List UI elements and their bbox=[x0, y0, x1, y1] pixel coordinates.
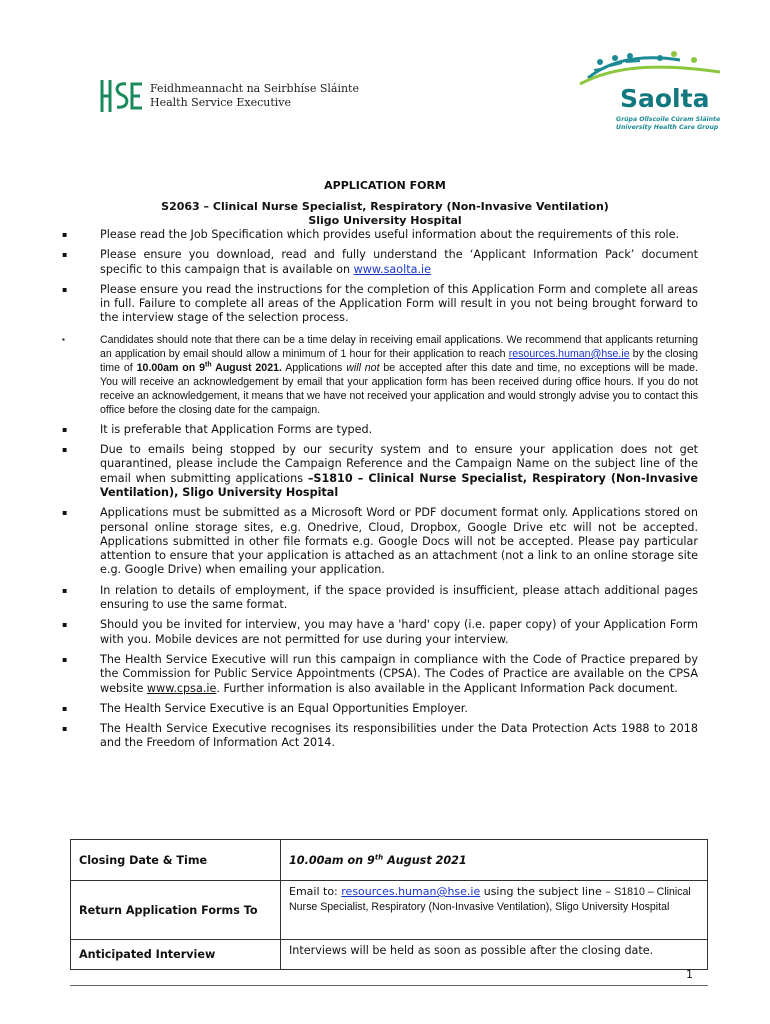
return-forms-label: Return Application Forms To bbox=[71, 881, 281, 940]
instruction-text: Candidates should note that there can be a time delay in receiving email applications. We recommend that applicants returning an application by email should allow a minimum of 1 hour for their application to reach bbox=[100, 333, 698, 360]
return-email-link[interactable]: resources.human@hse.ie bbox=[341, 885, 481, 898]
hse-irish-name: Feidhmeannacht na Seirbhíse Sláinte bbox=[150, 82, 359, 95]
closing-time bbox=[137, 362, 282, 374]
job-title: S2063 – Clinical Nurse Specialist, Respiratory (Non-Invasive Ventilation) bbox=[161, 200, 609, 213]
list-item bbox=[62, 653, 698, 696]
closing-date-value bbox=[281, 840, 708, 881]
form-title: APPLICATION FORM bbox=[324, 179, 446, 192]
saolta-logo bbox=[570, 50, 730, 140]
subject-line-text: S1810 – Clinical Nurse Specialist, Respiratory (Non-Invasive Ventilation), Sligo University Hospital bbox=[289, 886, 691, 913]
bullet-icon: ▪ bbox=[62, 620, 68, 630]
hse-english-name: Health Service Executive bbox=[150, 96, 292, 109]
bullet-icon: ▪ bbox=[62, 654, 68, 664]
instruction-text: Should you be invited for interview, you may have a 'hard' copy (i.e. paper copy) of your Application Form with you. Mobile devices are not permitted for use during your interview. bbox=[100, 618, 698, 646]
instruction-list bbox=[62, 228, 698, 751]
list-item bbox=[62, 283, 698, 326]
list-item bbox=[62, 702, 698, 716]
list-item bbox=[62, 618, 698, 647]
instruction-text: Please read the Job Specification which provides useful information about the requirements of this role. bbox=[100, 228, 680, 241]
campaign-reference: –S1810 – Clinical Nurse Specialist, Respiratory (Non-Invasive Ventilation), Sligo University Hospital bbox=[100, 471, 698, 499]
hse-logo bbox=[98, 78, 359, 114]
list-item bbox=[62, 722, 698, 751]
interview-value: Interviews will be held as soon as possible after the closing date. bbox=[281, 940, 708, 970]
hospital-title: Sligo University Hospital bbox=[308, 214, 462, 227]
ordinal-suffix: th bbox=[374, 852, 384, 861]
bullet-icon: ▪ bbox=[62, 250, 68, 260]
hse-mark-icon bbox=[98, 78, 144, 114]
closing-date-label: Closing Date & Time bbox=[71, 840, 281, 881]
return-forms-text: Email to: bbox=[289, 885, 342, 898]
return-forms-text: using the subject line – bbox=[480, 885, 615, 898]
instruction-text: Please ensure you read the instructions for the completion of this Application Form and complete all areas in full. Failure to complete all areas of the Application Form will result in you not being brought forward to the interview stage of the selection process. bbox=[100, 282, 698, 325]
closing-date-text: August 2021. bbox=[211, 361, 282, 374]
bullet-icon: ▪ bbox=[62, 508, 68, 518]
instruction-text: The Health Service Executive is an Equal Opportunities Employer. bbox=[100, 701, 468, 715]
list-item bbox=[62, 248, 698, 277]
bullet-icon: ▪ bbox=[62, 284, 68, 294]
key-info-table bbox=[70, 839, 708, 970]
instruction-text: . Further information is also available in the Applicant Information Pack document. bbox=[216, 681, 678, 695]
list-item bbox=[62, 333, 698, 417]
bullet-icon: ▪ bbox=[62, 230, 68, 239]
bullet-icon: ▪ bbox=[62, 703, 68, 713]
bullet-icon: ▪ bbox=[62, 585, 68, 595]
bullet-icon: ▪ bbox=[62, 724, 68, 734]
instruction-text: Please ensure you download, read and fully understand the ‘Applicant Information Pack’ document specific to this campaign that is available on bbox=[100, 248, 698, 276]
list-item bbox=[62, 584, 698, 613]
return-forms-value bbox=[281, 881, 708, 940]
saolta-subtitle-irish: Grúpa Ollscoile Cúram Sláinte bbox=[616, 116, 721, 123]
list-item bbox=[62, 506, 698, 577]
instruction-text: It is preferable that Application Forms are typed. bbox=[100, 422, 373, 436]
bullet-icon: ▪ bbox=[62, 424, 68, 434]
footer-divider bbox=[70, 985, 708, 986]
bullet-icon: ▪ bbox=[62, 445, 68, 455]
hse-wordmark bbox=[150, 82, 359, 110]
list-item bbox=[62, 228, 698, 242]
bullet-icon: ▪ bbox=[62, 334, 65, 344]
email-link[interactable]: resources.human@hse.ie bbox=[508, 347, 630, 360]
ordinal-suffix: th bbox=[204, 361, 212, 369]
saolta-subtitle-english: University Health Care Group bbox=[616, 124, 719, 131]
table-row bbox=[71, 840, 708, 881]
emphasis-text: will not bbox=[346, 361, 380, 374]
instruction-text: The Health Service Executive recognises its responsibilities under the Data Protection Acts 1988 to 2018 and the Freedom of Information Act 2014. bbox=[100, 722, 698, 750]
closing-date-text: August 2021 bbox=[383, 853, 467, 867]
instruction-text: Due to emails being stopped by our security system and to ensure your application does not get quarantined, please include the Campaign Reference and the Campaign Name on the subject line of the email when submitting applications bbox=[100, 443, 698, 485]
list-item bbox=[62, 443, 698, 500]
table-row bbox=[71, 881, 708, 940]
list-item bbox=[62, 423, 698, 437]
page-number: 1 bbox=[686, 968, 693, 981]
saolta-name: Saolta bbox=[620, 84, 710, 113]
instruction-text: The Health Service Executive will run this campaign in compliance with the Code of Practice prepared by the Commission for Public Service Appointments (CPSA). The Codes of Practice are available on the CPSA website bbox=[100, 652, 698, 695]
table-row bbox=[71, 940, 708, 970]
closing-date-text: 10.00am on 9 bbox=[289, 853, 375, 867]
instruction-text: In relation to details of employment, if the space provided is insufficient, please attach additional pages ensuring to use the same format. bbox=[100, 583, 698, 612]
cpsa-website-link[interactable]: www.cpsa.ie bbox=[146, 681, 217, 695]
interview-label: Anticipated Interview bbox=[71, 940, 281, 970]
instruction-text: by the closing time of bbox=[100, 347, 698, 374]
closing-time-text: 10.00am on 9 bbox=[136, 361, 205, 374]
saolta-subtitle bbox=[616, 116, 720, 132]
instruction-text: Applications must be submitted as a Microsoft Word or PDF document format only. Applications stored on personal online storage sites, e.g. Onedrive, Cloud, Dropbox, Google Drive etc will not be accepted. Applications submitted in other file formats e.g. Google Docs will not be accepted. Please pay particular attention to ensure that your application is attached as an attachment (not a link to an online storage site e.g. Google Drive) when emailing your application. bbox=[100, 506, 698, 577]
instruction-text: be accepted after this date and time, no exceptions will be made. You will receive an acknowledgement by email that your application form has been received during office hours. If you do not receive an acknowledgement, it means that we have not received your application and would strongly advise you to contact this office before the closing date for the campaign. bbox=[100, 361, 698, 416]
instruction-text: Applications bbox=[281, 361, 347, 374]
saolta-website-link[interactable]: www.saolta.ie bbox=[353, 262, 432, 276]
